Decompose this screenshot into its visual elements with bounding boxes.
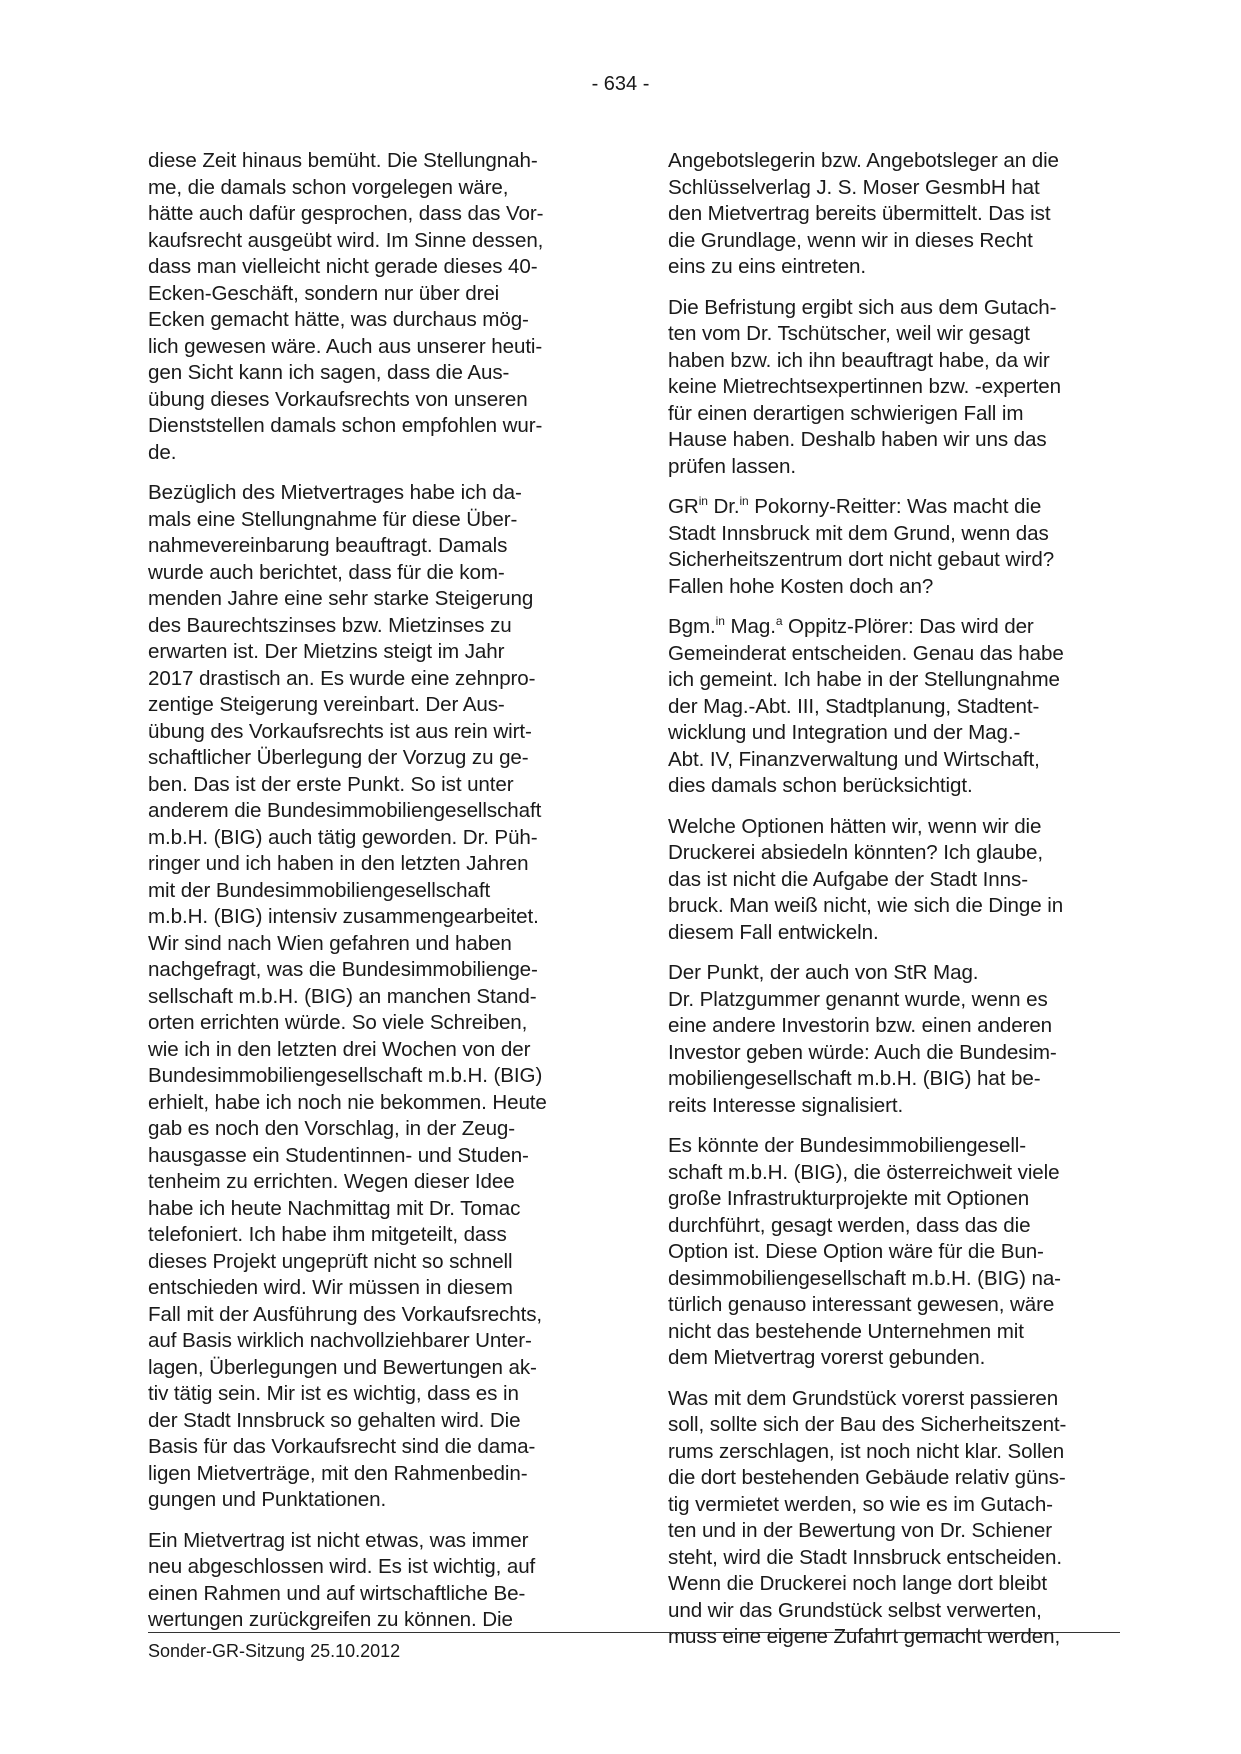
text-line: der Mag.-Abt. III, Stadtplanung, Stadtent- — [668, 694, 1040, 718]
paragraph — [668, 295, 1138, 481]
text-line: wurde auch berichtet, dass für die kom- — [148, 560, 505, 584]
text-line: schaft m.b.H. (BIG), die österreichweit viele — [668, 1160, 1060, 1184]
text-line: wertungen zurückgreifen zu können. Die — [148, 1608, 513, 1631]
text-line: tiv tätig sein. Mir ist es wichtig, dass es in — [148, 1382, 519, 1405]
text-line: ringer und ich haben in den letzten Jahren — [148, 852, 529, 875]
paragraph — [148, 480, 618, 1514]
text-line: prüfen lassen. — [668, 454, 796, 478]
text-line: reits Interesse signalisiert. — [668, 1093, 904, 1117]
text-line: Fall mit der Ausführung des Vorkaufsrechts, — [148, 1302, 543, 1326]
text-line: und wir das Grundstück selbst verwerten, — [668, 1598, 1042, 1622]
text-line: Investor geben würde: Auch die Bundesim- — [668, 1040, 1057, 1064]
speaker-degree: Mag. — [730, 615, 776, 638]
text-line: Der Punkt, der auch von StR Mag. — [668, 961, 979, 984]
text-line: 2017 drastisch an. Es wurde eine zehnpro- — [148, 666, 536, 690]
text-line: lich gewesen wäre. Auch aus unserer heuti- — [148, 334, 543, 358]
text-line: mit der Bundesimmobiliengesellschaft — [148, 878, 491, 902]
text-line: für einen derartigen schwierigen Fall im — [668, 401, 1024, 425]
speaker-title-suffix: in — [715, 614, 725, 628]
text-line: Ecken-Geschäft, sondern nur über drei — [148, 281, 500, 305]
text-line: des Baurechtszinses bzw. Mietzinses zu — [148, 613, 512, 637]
text-line: durchführt, gesagt werden, dass das die — [668, 1213, 1031, 1237]
text-line: ben. Das ist der erste Punkt. So ist unter — [148, 772, 514, 796]
text-line: m.b.H. (BIG) intensiv zusammengearbeitet. — [148, 905, 539, 928]
text-line: eins zu eins eintreten. — [668, 255, 867, 278]
text-line: Druckerei absiedeln könnten? Ich glaube, — [668, 841, 1043, 864]
speaker-degree: Dr. — [713, 495, 740, 518]
speaker-text: : Das wird der — [908, 615, 1034, 638]
text-line: Schlüsselverlag J. S. Moser GesmbH hat — [668, 175, 1040, 199]
paragraph — [668, 1133, 1138, 1372]
text-line: nachgefragt, was die Bundesimmobilienge- — [148, 958, 538, 981]
text-line: Wir sind nach Wien gefahren und haben — [148, 931, 512, 955]
text-line: den Mietvertrag bereits übermittelt. Das ist — [668, 202, 1051, 225]
text-line: ligen Mietverträge, mit den Rahmenbedin- — [148, 1461, 528, 1485]
speaker-degree-suffix: in — [739, 494, 749, 508]
text-line: Bundesimmobiliengesellschaft m.b.H. (BIG) — [148, 1064, 543, 1087]
text-line: diese Zeit hinaus bemüht. Die Stellungnah- — [148, 149, 538, 172]
text-line: Gemeinderat entscheiden. Genau das habe — [668, 641, 1064, 665]
text-line: Ecken gemacht hätte, was durchaus mög- — [148, 308, 529, 331]
text-line: Hause haben. Deshalb haben wir uns das — [668, 428, 1047, 451]
text-line: Es könnte der Bundesimmobiliengesell- — [668, 1134, 1027, 1157]
text-line: wicklung und Integration und der Mag.- — [668, 721, 1021, 744]
paragraph — [668, 1386, 1138, 1651]
text-line: der Stadt Innsbruck so gehalten wird. Die — [148, 1408, 521, 1432]
text-line: tenheim zu errichten. Wegen dieser Idee — [148, 1170, 515, 1193]
text-line: die Grundlage, wenn wir in dieses Recht — [668, 228, 1033, 252]
text-line: Was mit dem Grundstück vorerst passieren — [668, 1386, 1059, 1410]
text-line: ten und in der Bewertung von Dr. Schiener — [668, 1519, 1052, 1542]
paragraph — [148, 148, 618, 466]
speaker-text: : Was macht die — [895, 495, 1042, 518]
text-line: rums zerschlagen, ist noch nicht klar. Sollen — [668, 1439, 1065, 1463]
text-line: erhielt, habe ich noch nie bekommen. Heute — [148, 1090, 547, 1114]
text-line: me, die damals schon vorgelegen wäre, — [148, 175, 509, 199]
text-line: Angebotslegerin bzw. Angebotsleger an die — [668, 149, 1059, 172]
text-line: telefoniert. Ich habe ihm mitgeteilt, dass — [148, 1223, 507, 1246]
speaker-degree-suffix: a — [775, 614, 783, 628]
speaker-name: Oppitz-Plörer — [788, 615, 909, 638]
text-line: Fallen hohe Kosten doch an? — [668, 574, 934, 598]
footer-text: Sonder-GR-Sitzung 25.10.2012 — [148, 1641, 401, 1661]
speaker-line — [668, 614, 1138, 641]
text-line: dem Mietvertrag vorerst gebunden. — [668, 1346, 986, 1369]
text-line: zentige Steigerung vereinbart. Der Aus- — [148, 693, 505, 716]
text-line: einen Rahmen und auf wirtschaftliche Be- — [148, 1581, 526, 1605]
text-line: auf Basis wirklich nachvollziehbarer Unter- — [148, 1329, 532, 1352]
text-line: erwarten ist. Der Mietzins steigt im Jahr — [148, 640, 505, 663]
text-line: dies damals schon berücksichtigt. — [668, 774, 973, 797]
text-line: übung dieses Vorkaufsrechts von unseren — [148, 387, 528, 411]
text-line: lagen, Überlegungen und Bewertungen ak- — [148, 1355, 537, 1379]
text-line: habe ich heute Nachmittag mit Dr. Tomac — [148, 1196, 521, 1220]
paragraph — [148, 1528, 618, 1634]
text-line: muss eine eigene Zufahrt gemacht werden, — [668, 1625, 1061, 1648]
text-line: hausgasse ein Studentinnen- und Studen- — [148, 1143, 529, 1167]
text-line: eine andere Investorin bzw. einen anderen — [668, 1014, 1053, 1037]
left-column — [148, 148, 618, 1648]
paragraph — [668, 148, 1138, 281]
speaker-line — [668, 494, 1138, 521]
text-line: neu abgeschlossen wird. Es ist wichtig, auf — [148, 1555, 536, 1578]
text-line: ich gemeint. Ich habe in der Stellungnahme — [668, 668, 1060, 691]
text-line: mobiliengesellschaft m.b.H. (BIG) hat be- — [668, 1067, 1041, 1090]
speaker-title: GR — [668, 495, 699, 518]
text-line: de. — [148, 440, 177, 464]
text-line: Bezüglich des Mietvertrages habe ich da- — [148, 481, 522, 504]
text-line: kaufsrecht ausgeübt wird. Im Sinne dessen, — [148, 228, 544, 252]
text-line: Stadt Innsbruck mit dem Grund, wenn das — [668, 521, 1049, 545]
speaker-title-suffix: in — [698, 494, 708, 508]
text-line: übung des Vorkaufsrechts ist aus rein wirt- — [148, 719, 532, 743]
paragraph — [668, 960, 1138, 1119]
text-line: desimmobiliengesellschaft m.b.H. (BIG) na- — [668, 1266, 1061, 1290]
text-line: Welche Optionen hätten wir, wenn wir die — [668, 814, 1042, 838]
page-number: - 634 - — [591, 73, 650, 95]
footer-rule — [148, 1632, 1120, 1633]
text-line: diesem Fall entwickeln. — [668, 920, 879, 944]
text-line: anderem die Bundesimmobiliengesellschaft — [148, 799, 542, 822]
text-line: Ein Mietvertrag ist nicht etwas, was immer — [148, 1528, 529, 1552]
text-line: entschieden wird. Wir müssen in diesem — [148, 1276, 513, 1299]
text-line: keine Mietrechtsexpertinnen bzw. -experten — [668, 375, 1062, 398]
text-line: dass man vielleicht nicht gerade dieses 40- — [148, 255, 538, 278]
text-line: Abt. IV, Finanzverwaltung und Wirtschaft, — [668, 747, 1040, 771]
text-line: m.b.H. (BIG) auch tätig geworden. Dr. Püh- — [148, 825, 538, 849]
text-line: Wenn die Druckerei noch lange dort bleibt — [668, 1572, 1048, 1595]
text-line: Dr. Platzgummer genannt wurde, wenn es — [668, 987, 1048, 1011]
text-line: das ist nicht die Aufgabe der Stadt Inns- — [668, 867, 1028, 891]
paragraph — [668, 814, 1138, 947]
text-line: große Infrastrukturprojekte mit Optionen — [668, 1187, 1030, 1210]
text-line: Basis für das Vorkaufsrecht sind die dama- — [148, 1435, 536, 1458]
right-column — [668, 148, 1138, 1665]
paragraph — [668, 494, 1138, 600]
text-line: menden Jahre eine sehr starke Steigerung — [148, 587, 534, 610]
text-line: haben bzw. ich ihn beauftragt habe, da wir — [668, 348, 1050, 372]
paragraph — [668, 614, 1138, 800]
text-line: nicht das bestehende Unternehmen mit — [668, 1319, 1024, 1343]
text-line: gab es noch den Vorschlag, in der Zeug- — [148, 1117, 516, 1140]
text-line: Dienststellen damals schon empfohlen wur- — [148, 414, 543, 437]
text-line: Sicherheitszentrum dort nicht gebaut wird? — [668, 548, 1055, 571]
text-line: schaftlicher Überlegung der Vorzug zu ge- — [148, 746, 529, 769]
text-line: Die Befristung ergibt sich aus dem Gutach- — [668, 295, 1057, 319]
text-line: die dort bestehenden Gebäude relativ güns- — [668, 1466, 1066, 1489]
text-line: dieses Projekt ungeprüft nicht so schnell — [148, 1249, 513, 1273]
text-line: nahmevereinbarung beauftragt. Damals — [148, 534, 508, 557]
text-line: gen Sicht kann ich sagen, dass die Aus- — [148, 361, 510, 384]
text-line: steht, wird die Stadt Innsbruck entscheiden. — [668, 1545, 1062, 1569]
speaker-name: Pokorny-Reitter — [754, 495, 896, 518]
text-line: hätte auch dafür gesprochen, dass das Vor- — [148, 202, 544, 225]
text-line: gungen und Punktationen. — [148, 1488, 387, 1511]
text-line: orten errichten würde. So viele Schreiben, — [148, 1011, 528, 1034]
text-line: mals eine Stellungnahme für diese Über- — [148, 507, 518, 531]
text-line: türlich genauso interessant gewesen, wäre — [668, 1293, 1055, 1316]
text-line: ten vom Dr. Tschütscher, weil wir gesagt — [668, 322, 1030, 345]
text-line: wie ich in den letzten drei Wochen von der — [148, 1037, 531, 1061]
text-line: sellschaft m.b.H. (BIG) an manchen Stand- — [148, 984, 537, 1008]
text-line: bruck. Man weiß nicht, wie sich die Dinge in — [668, 894, 1064, 917]
text-line: tig vermietet werden, so wie es im Gutach- — [668, 1492, 1053, 1516]
text-line: Option ist. Diese Option wäre für die Bun- — [668, 1240, 1044, 1263]
text-line: soll, sollte sich der Bau des Sicherheitszent- — [668, 1413, 1067, 1436]
speaker-title: Bgm. — [668, 615, 716, 638]
